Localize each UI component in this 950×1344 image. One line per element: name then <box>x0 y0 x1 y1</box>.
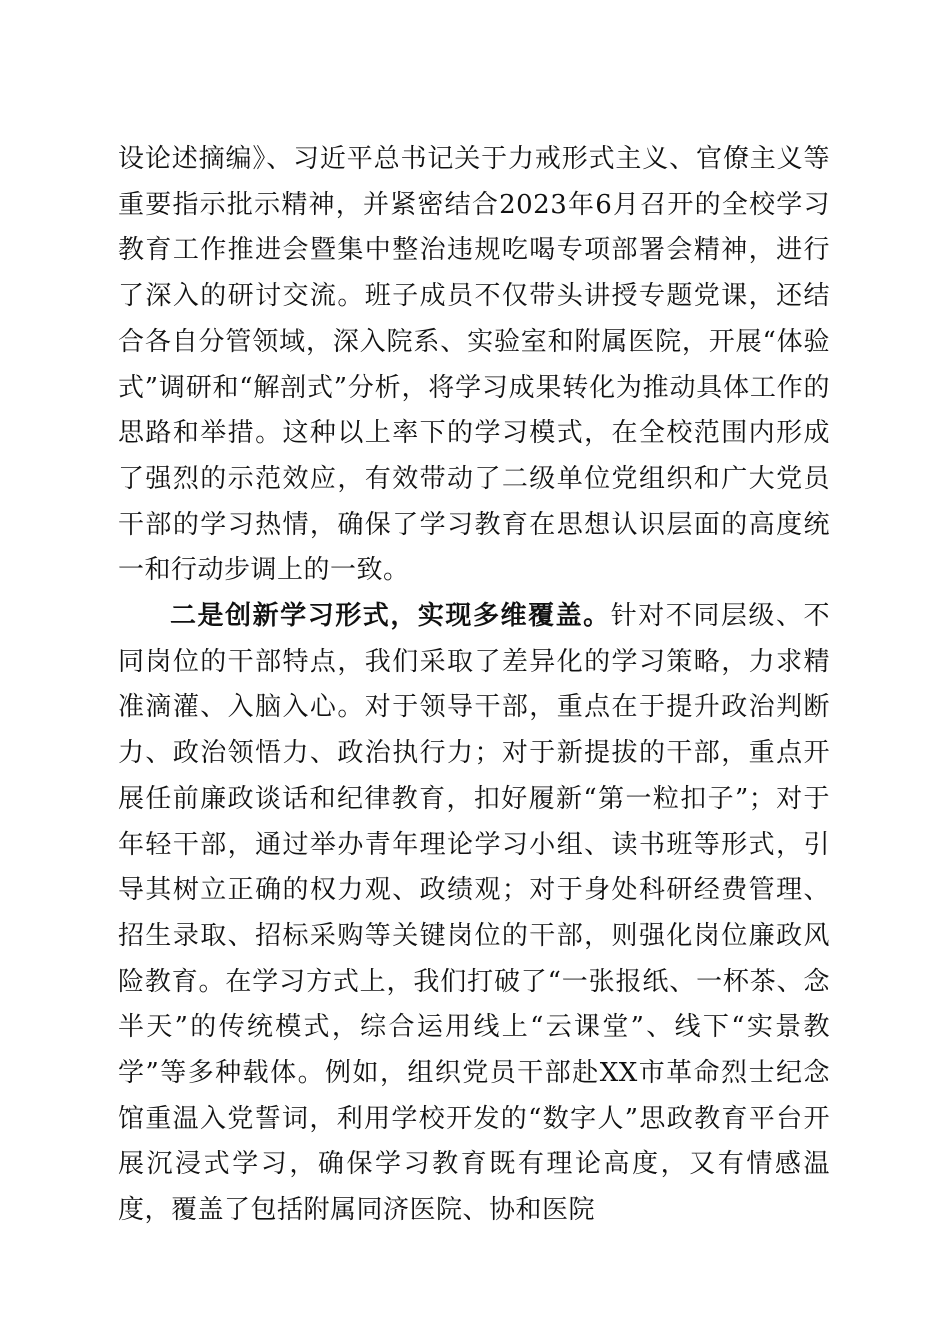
paragraph-lead-heading: 二是创新学习形式，实现多维覆盖。 <box>170 601 611 632</box>
paragraph-innovate-learning <box>118 594 830 1234</box>
document-body <box>118 137 830 1234</box>
paragraph-continued: 设论述摘编》、习近平总书记关于力戒形式主义、官僚主义等重要指示批示精神，并紧密结合2023年6月召开的全校学习教育工作推进会暨集中整治违规吃喝专项部署会精神，进行了深入的研讨交流。班子成员不仅带头讲授专题党课，还结合各自分管领域，深入院系、实验室和附属医院，开展“体验式”调研和“解剖式”分析，将学习成果转化为推动具体工作的思路和举措。这种以上率下的学习模式，在全校范围内形成了强烈的示范效应，有效带动了二级单位党组织和广大党员干部的学习热情，确保了学习教育在思想认识层面的高度统一和行动步调上的一致。 <box>118 144 830 586</box>
paragraph-body-text: 针对不同层级、不同岗位的干部特点，我们采取了差异化的学习策略，力求精准滴灌、入脑入心。对于领导干部，重点在于提升政治判断力、政治领悟力、政治执行力；对于新提拔的干部，重点开展任前廉政谈话和纪律教育，扣好履新“第一粒扣子”；对于年轻干部，通过举办青年理论学习小组、读书班等形式，引导其树立正确的权力观、政绩观；对于身处科研经费管理、招生录取、招标采购等关键岗位的干部，则强化岗位廉政风险教育。在学习方式上，我们打破了“一张报纸、一杯茶、念半天”的传统模式，综合运用线上“云课堂”、线下“实景教学”等多种载体。例如，组织党员干部赴XX市革命烈士纪念馆重温入党誓词，利用学校开发的“数字人”思政教育平台开展沉浸式学习，确保学习教育既有理论高度，又有情感温度，覆盖了包括附属同济医院、协和医院 <box>118 601 830 1226</box>
